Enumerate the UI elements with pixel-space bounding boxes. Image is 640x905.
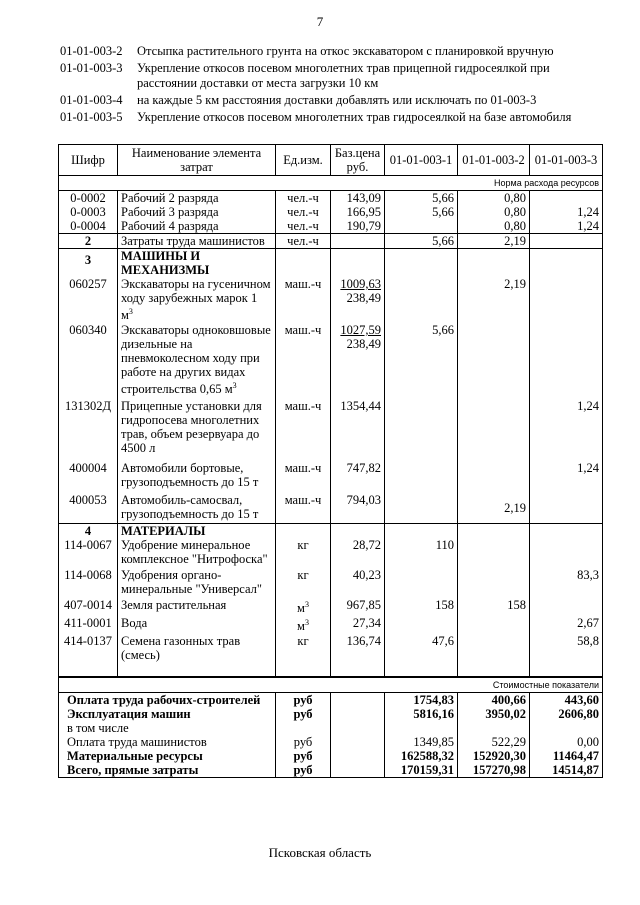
cell-unit: чел.-ч — [276, 234, 331, 249]
cell-code: 060340 — [59, 323, 118, 399]
cell-price: 166,95 — [331, 205, 385, 219]
total-unit: руб — [276, 735, 331, 749]
code-line — [60, 44, 600, 59]
cell-price: 27,34 — [331, 616, 385, 634]
total-c1: 5816,16 — [385, 707, 458, 721]
section-title: МАШИНЫ И МЕХАНИЗМЫ — [118, 249, 276, 278]
cell-price: 1354,44 — [331, 399, 385, 461]
cell-c3 — [530, 277, 603, 323]
total-row — [59, 707, 603, 721]
col-header-c3: 01-01-003-3 — [530, 145, 603, 176]
cell-unit: кг — [276, 568, 331, 598]
cell-c1: 5,66 — [385, 234, 458, 249]
cell-name — [118, 323, 276, 399]
cell-c2: 0,80 — [458, 205, 530, 219]
cell-c3: 58,8 — [530, 634, 603, 664]
cell-name: Затраты труда машинистов — [118, 234, 276, 249]
total-row — [59, 749, 603, 763]
total-row — [59, 693, 603, 708]
cell-name: Прицепные установки для гидропосева многолетних трав, объем резервуара до 4500 л — [118, 399, 276, 461]
col-header-code: Шифр — [59, 145, 118, 176]
unit-superscript: 3 — [304, 600, 309, 609]
table-row — [59, 219, 603, 234]
code-line — [60, 110, 600, 125]
section-number: 3 — [59, 249, 118, 278]
cell-c3 — [530, 538, 603, 568]
cell-c2: 2,19 — [458, 493, 530, 524]
cell-c3: 1,24 — [530, 219, 603, 234]
cell-name: Автомобили бортовые, грузоподъемность до 15 т — [118, 461, 276, 493]
price-main: 1027,59 — [340, 323, 381, 337]
cell-c2: 0,80 — [458, 191, 530, 206]
norm-label-row — [59, 176, 603, 191]
cell-c1 — [385, 219, 458, 234]
price-main: 1009,63 — [340, 277, 381, 291]
cell-c2 — [458, 399, 530, 461]
total-name: Оплата труда рабочих-строителей — [59, 693, 276, 708]
cell-code: 131302Д — [59, 399, 118, 461]
col-header-c1: 01-01-003-1 — [385, 145, 458, 176]
cell-price: 136,74 — [331, 634, 385, 664]
total-c2: 3950,02 — [458, 707, 530, 721]
cell-code: 114-0068 — [59, 568, 118, 598]
cell-code: 2 — [59, 234, 118, 249]
cell-price — [331, 277, 385, 323]
code-line — [60, 93, 600, 108]
code-description: Укрепление откосов посевом многолетних трав гидросеялкой на базе автомобиля — [137, 110, 572, 124]
cell-c3 — [530, 493, 603, 524]
table-row — [59, 493, 603, 524]
cell-c3: 2,67 — [530, 616, 603, 634]
code-id: 01-01-003-2 — [60, 44, 123, 58]
cell-c2: 0,80 — [458, 219, 530, 234]
cell-price: 190,79 — [331, 219, 385, 234]
cell-unit: маш.-ч — [276, 399, 331, 461]
region-footer: Псковская область — [268, 845, 372, 860]
section-number: 4 — [59, 524, 118, 539]
unit-superscript: 3 — [128, 307, 133, 316]
section-row — [59, 249, 603, 278]
cell-price: 747,82 — [331, 461, 385, 493]
cell-unit: кг — [276, 634, 331, 664]
total-unit: руб — [276, 763, 331, 778]
cell-c3: 1,24 — [530, 205, 603, 219]
total-c1: 162588,32 — [385, 749, 458, 763]
cell-c2: 2,19 — [458, 234, 530, 249]
cell-code: 407-0014 — [59, 598, 118, 616]
cell-c1 — [385, 568, 458, 598]
table-row — [59, 277, 603, 323]
cell-price: 967,85 — [331, 598, 385, 616]
total-row — [59, 735, 603, 749]
cell-code: 0-0004 — [59, 219, 118, 234]
cell-code: 060257 — [59, 277, 118, 323]
cell-unit: маш.-ч — [276, 493, 331, 524]
unit-superscript: 3 — [304, 618, 309, 627]
total-c3: 2606,80 — [530, 707, 603, 721]
cell-price — [331, 323, 385, 399]
total-unit: руб — [276, 707, 331, 721]
cell-unit — [276, 598, 331, 616]
cell-code: 0-0003 — [59, 205, 118, 219]
cell-code: 411-0001 — [59, 616, 118, 634]
total-c1: 1349,85 — [385, 735, 458, 749]
cell-c1: 5,66 — [385, 323, 458, 399]
cell-name: Вода — [118, 616, 276, 634]
cell-price: 143,09 — [331, 191, 385, 206]
total-c2: 522,29 — [458, 735, 530, 749]
cell-c3 — [530, 323, 603, 399]
cell-c2: 158 — [458, 598, 530, 616]
price-secondary: 238,49 — [346, 337, 381, 351]
table-row — [59, 461, 603, 493]
table-row — [59, 568, 603, 598]
col-header-price: Баз.цена руб. — [331, 145, 385, 176]
total-c2: 157270,98 — [458, 763, 530, 778]
cell-c1 — [385, 277, 458, 323]
total-c2: 400,66 — [458, 693, 530, 708]
cell-c1 — [385, 616, 458, 634]
code-list — [60, 44, 600, 127]
cell-name: Автомобиль-самосвал, грузоподъемность до 15 т — [118, 493, 276, 524]
unit-text: м — [297, 619, 305, 634]
code-id: 01-01-003-3 — [60, 61, 123, 75]
cell-unit: маш.-ч — [276, 323, 331, 399]
cell-c1 — [385, 461, 458, 493]
total-row — [59, 763, 603, 778]
col-header-unit: Ед.изм. — [276, 145, 331, 176]
cell-c2 — [458, 616, 530, 634]
total-c3: 14514,87 — [530, 763, 603, 778]
total-c3: 443,60 — [530, 693, 603, 708]
section-row — [59, 524, 603, 539]
norm-label: Норма расхода ресурсов — [59, 176, 603, 191]
cell-c1: 158 — [385, 598, 458, 616]
price-secondary: 238,49 — [346, 291, 381, 305]
cell-code: 400004 — [59, 461, 118, 493]
cell-name: Удобрение минеральное комплексное "Нитрофоска" — [118, 538, 276, 568]
section-title: МАТЕРИАЛЫ — [118, 524, 276, 539]
cell-unit: маш.-ч — [276, 277, 331, 323]
col-header-c2: 01-01-003-2 — [458, 145, 530, 176]
cell-c1 — [385, 493, 458, 524]
total-c3: 0,00 — [530, 735, 603, 749]
cell-name: Семена газонных трав (смесь) — [118, 634, 276, 664]
cell-code: 114-0067 — [59, 538, 118, 568]
cell-c1 — [385, 399, 458, 461]
cell-c1: 5,66 — [385, 205, 458, 219]
cell-c2 — [458, 323, 530, 399]
unit-text: м — [297, 601, 305, 616]
code-id: 01-01-003-5 — [60, 110, 123, 124]
code-line — [60, 61, 600, 91]
cell-name — [118, 277, 276, 323]
cell-code: 400053 — [59, 493, 118, 524]
total-c3: 11464,47 — [530, 749, 603, 763]
cell-name: Рабочий 4 разряда — [118, 219, 276, 234]
cell-unit: кг — [276, 538, 331, 568]
cell-code: 414-0137 — [59, 634, 118, 664]
table-row — [59, 205, 603, 219]
total-name: Всего, прямые затраты — [59, 763, 276, 778]
cell-c3: 1,24 — [530, 399, 603, 461]
total-name: Эксплуатация машин — [59, 707, 276, 721]
total-name: Материальные ресурсы — [59, 749, 276, 763]
cell-name-text: Экскаваторы на гусеничном ходу зарубежных марок 1 м — [121, 277, 271, 323]
total-c1: 1754,83 — [385, 693, 458, 708]
spacer-row — [59, 664, 603, 677]
table-row — [59, 191, 603, 206]
col-header-name: Наименование элемента затрат — [118, 145, 276, 176]
subnote-label: в том числе — [59, 721, 276, 735]
cell-unit: чел.-ч — [276, 219, 331, 234]
cell-price: 40,23 — [331, 568, 385, 598]
cell-price: 28,72 — [331, 538, 385, 568]
cell-price — [331, 234, 385, 249]
subnote-row — [59, 721, 603, 735]
cell-c2: 2,19 — [458, 277, 530, 323]
cell-name-text: Экскаваторы одноковшовые дизельные на пневмоколесном ходу при работе на других видах строительства 0,65 м — [121, 323, 271, 397]
cell-name: Рабочий 2 разряда — [118, 191, 276, 206]
page-number: 7 — [316, 14, 324, 29]
cell-c1: 5,66 — [385, 191, 458, 206]
table-row — [59, 634, 603, 664]
cell-c2 — [458, 568, 530, 598]
cell-c3 — [530, 598, 603, 616]
cell-c3: 1,24 — [530, 461, 603, 493]
cell-code: 0-0002 — [59, 191, 118, 206]
table-row — [59, 616, 603, 634]
cell-name: Удобрения органо-минеральные "Универсал" — [118, 568, 276, 598]
cell-unit: чел.-ч — [276, 205, 331, 219]
cell-c2 — [458, 634, 530, 664]
cell-unit: маш.-ч — [276, 461, 331, 493]
total-name: Оплата труда машинистов — [59, 735, 276, 749]
cost-label-row — [59, 677, 603, 693]
total-c2: 152920,30 — [458, 749, 530, 763]
code-id: 01-01-003-4 — [60, 93, 123, 107]
cell-name: Земля растительная — [118, 598, 276, 616]
cell-c1: 47,6 — [385, 634, 458, 664]
cell-unit: чел.-ч — [276, 191, 331, 206]
code-description: Отсыпка растительного грунта на откос экскаватором с планировкой вручную — [137, 44, 554, 58]
code-description: Укрепление откосов посевом многолетних трав прицепной гидросеялкой при расстоянии доставки от места загрузки 10 км — [137, 61, 550, 90]
table-row — [59, 538, 603, 568]
cell-c3: 83,3 — [530, 568, 603, 598]
cell-unit — [276, 616, 331, 634]
table-row — [59, 234, 603, 249]
unit-superscript: 3 — [232, 381, 237, 390]
header-row — [59, 145, 603, 176]
code-description: на каждые 5 км расстояния доставки добавлять или исключать по 01-003-3 — [137, 93, 537, 107]
cost-label: Стоимостные показатели — [59, 677, 603, 693]
total-unit: руб — [276, 749, 331, 763]
cell-c3 — [530, 191, 603, 206]
total-c1: 170159,31 — [385, 763, 458, 778]
cell-name: Рабочий 3 разряда — [118, 205, 276, 219]
cell-c2 — [458, 461, 530, 493]
resource-table — [58, 144, 603, 778]
table-row — [59, 399, 603, 461]
cell-c3 — [530, 234, 603, 249]
table-row — [59, 598, 603, 616]
cell-price: 794,03 — [331, 493, 385, 524]
cell-c2 — [458, 538, 530, 568]
cell-c1: 110 — [385, 538, 458, 568]
total-unit: руб — [276, 693, 331, 708]
table-row — [59, 323, 603, 399]
